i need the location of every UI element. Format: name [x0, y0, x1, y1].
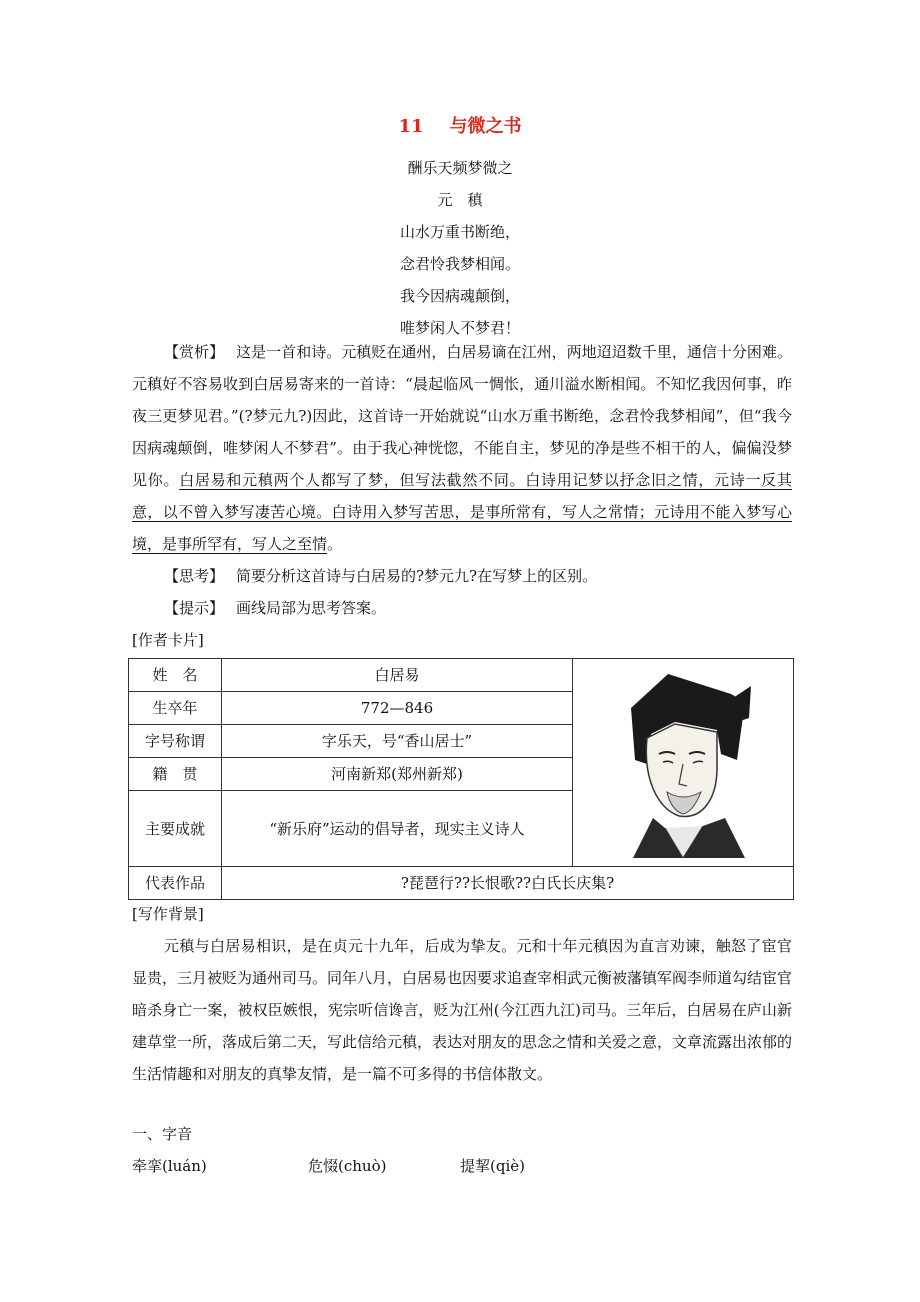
- background-paragraph: 元稹与白居易相识，是在贞元十九年，后成为挚友。元和十年元稹因为直言劝谏，触怒了宦官显贵，三月被贬为通州司马。同年八月，白居易也因要求追查宰相武元衡被藩镇军阀李师道勾结宦官暗杀身亡一案，被权臣嫉恨，宪宗听信谗言，贬为江州(今江西九江)司马。三年后，白居易在庐山新建草堂一所，落成后第二天，写此信给元稹，表达对朋友的思念之情和关爱之意，文章流露出浓郁的生活情趣和对朋友的真挚友情，是一篇不可多得的书信体散文。: [132, 937, 793, 1083]
- card-value: 河南新郑(郑州新郑): [222, 758, 573, 791]
- hint-paragraph: [132, 592, 792, 624]
- author-card-table: [128, 658, 794, 900]
- author-card-heading: [作者卡片]: [132, 631, 204, 649]
- pronunciation-item: 提挈(qiè): [460, 1157, 525, 1175]
- card-value: 白居易: [222, 659, 573, 692]
- thinking-paragraph: [132, 560, 792, 592]
- lesson-title: [0, 110, 920, 144]
- poem-line: 我今因病魂颠倒，: [399, 287, 520, 305]
- lesson-title-text: 与微之书: [449, 116, 522, 137]
- thinking-text: 简要分析这首诗与白居易的?梦元九?在写梦上的区别。: [236, 567, 598, 585]
- card-value: “新乐府”运动的倡导者，现实主义诗人: [222, 791, 573, 867]
- poem-line: 念君怜我梦相闻。: [399, 255, 520, 273]
- hint-label: 【提示】: [164, 599, 225, 617]
- thinking-label: 【思考】: [164, 567, 225, 585]
- card-value-wide: ?琵琶行??长恨歌??白氏长庆集?: [222, 867, 794, 900]
- pronunciation-item: 牵挛(luán): [132, 1157, 207, 1175]
- card-value: 字乐天，号“香山居士”: [222, 725, 573, 758]
- poem-line: 唯梦闲人不梦君！: [399, 319, 520, 337]
- poem-author: 元 稹: [437, 191, 483, 209]
- card-key: 字号称谓: [129, 725, 222, 758]
- poem-title: 酬乐天频梦微之: [407, 159, 513, 177]
- card-key: 代表作品: [129, 867, 222, 900]
- portrait-cell: [573, 659, 794, 867]
- card-key: 姓 名: [129, 659, 222, 692]
- underlined-answer: 白居易和元稹两个人都写了梦，但写法截然不同。白诗用记梦以抒念旧之情，元诗一反其意，以不曾入梦写凄苦心境。白诗用入梦写苦思，是事所常有，写人之常情；元诗用不能入梦写心境，是事所罕有，写人之至情: [132, 471, 792, 553]
- poem-block: [0, 152, 920, 344]
- card-key: 生卒年: [129, 692, 222, 725]
- portrait-image: [613, 668, 753, 858]
- appreciation-label: 【赏析】: [164, 343, 225, 361]
- card-key: 籍 贯: [129, 758, 222, 791]
- appreciation-end: 。: [327, 535, 343, 553]
- pronunciation-heading: 一、字音: [132, 1125, 193, 1143]
- card-value: 772—846: [222, 692, 573, 725]
- lesson-number: 11: [398, 116, 424, 137]
- appreciation-text: 这是一首和诗。元稹贬在通州，白居易谪在江州，两地迢迢数千里，通信十分困难。元稹好不容易收到白居易寄来的一首诗：“晨起临风一惆怅，通川溢水断相闻。不知忆我因何事，昨夜三更梦见君。”(?梦元九?)因此，这首诗一开始就说“山水万重书断绝，念君怜我梦相闻”，但“我今因病魂颠倒，唯梦闲人不梦君”。由于我心神恍惚，不能自主，梦见的净是些不相干的人，偏偏没梦见你。: [132, 343, 792, 489]
- card-key: 主要成就: [129, 791, 222, 867]
- pronunciation-item: 危惙(chuò): [308, 1157, 387, 1175]
- background-heading: [写作背景]: [132, 905, 204, 923]
- poem-line: 山水万重书断绝，: [399, 223, 520, 241]
- hint-text: 画线局部为思考答案。: [236, 599, 387, 617]
- appreciation-paragraph: [132, 336, 792, 560]
